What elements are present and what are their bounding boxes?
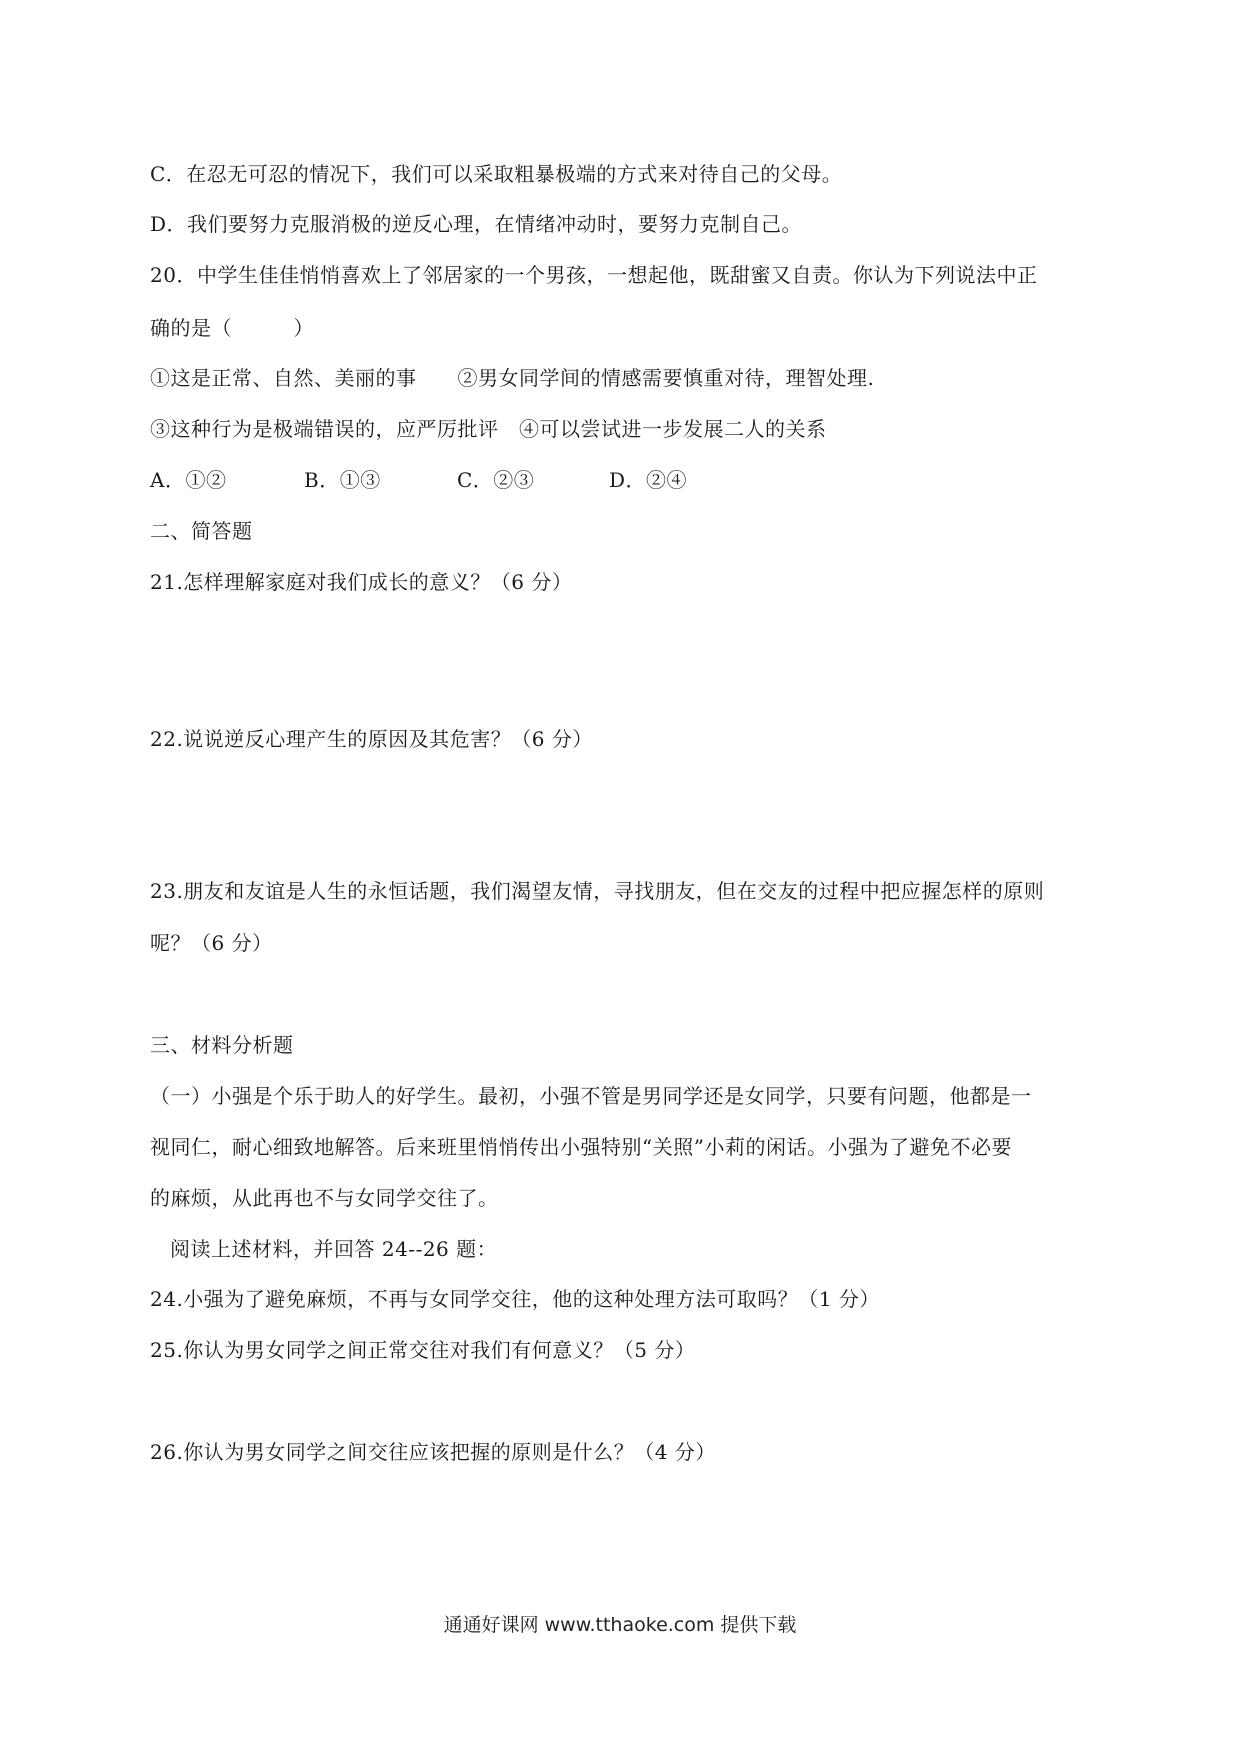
q20-option-d: D．②④ <box>609 468 688 492</box>
material-line-1: （一）小强是个乐于助人的好学生。最初，小强不管是男同学还是女同学，只要有问题，他都是一 <box>150 1084 1032 1108</box>
question-23-line-1: 23.朋友和友谊是人生的永恒话题，我们渴望友情，寻找朋友，但在交友的过程中把应握怎样的原则 <box>150 879 1045 903</box>
q19-option-c: C．在忍无可忍的情况下，我们可以采取粗暴极端的方式来对待自己的父母。 <box>150 162 843 186</box>
q20-option-b: B．①③ <box>304 468 381 492</box>
q20-items-line-2: ③这种行为是极端错误的，应严厉批评 ④可以尝试进一步发展二人的关系 <box>150 417 827 441</box>
question-25: 25.你认为男女同学之间正常交往对我们有何意义？（5 分） <box>150 1338 696 1362</box>
q20-option-a: A．①② <box>150 468 227 492</box>
question-24: 24.小强为了避免麻烦，不再与女同学交往，他的这种处理方法可取吗？（1 分） <box>150 1287 880 1311</box>
q20-options <box>150 466 687 494</box>
q20-items-line-1: ①这是正常、自然、美丽的事 ②男女同学间的情感需要慎重对待，理智处理. <box>150 366 875 390</box>
material-instruction: 阅读上述材料，并回答 24--26 题： <box>170 1237 498 1261</box>
q20-stem-line-1: 20．中学生佳佳悄悄喜欢上了邻居家的一个男孩，一想起他，既甜蜜又自责。你认为下列说法中正 <box>150 263 1038 287</box>
question-22: 22.说说逆反心理产生的原因及其危害？（6 分） <box>150 727 593 751</box>
section-3-title: 三、材料分析题 <box>150 1033 294 1057</box>
question-26: 26.你认为男女同学之间交往应该把握的原则是什么？（4 分） <box>150 1440 716 1464</box>
material-line-2: 视同仁，耐心细致地解答。后来班里悄悄传出小强特别“关照”小莉的闲话。小强为了避免不必要 <box>150 1135 1012 1159</box>
material-line-3: 的麻烦，从此再也不与女同学交往了。 <box>150 1186 499 1210</box>
q20-stem-line-2: 确的是（ ） <box>150 316 314 340</box>
question-23-line-2: 呢？（6 分） <box>150 931 273 955</box>
q19-option-d: D．我们要努力克服消极的逆反心理，在情绪冲动时，要努力克制自己。 <box>150 212 803 236</box>
footer-download-note: 通通好课网 www.tthaoke.com 提供下载 <box>443 1614 797 1636</box>
question-21: 21.怎样理解家庭对我们成长的意义？（6 分） <box>150 570 573 594</box>
q20-option-c: C．②③ <box>457 468 535 492</box>
section-2-title: 二、简答题 <box>150 519 253 543</box>
